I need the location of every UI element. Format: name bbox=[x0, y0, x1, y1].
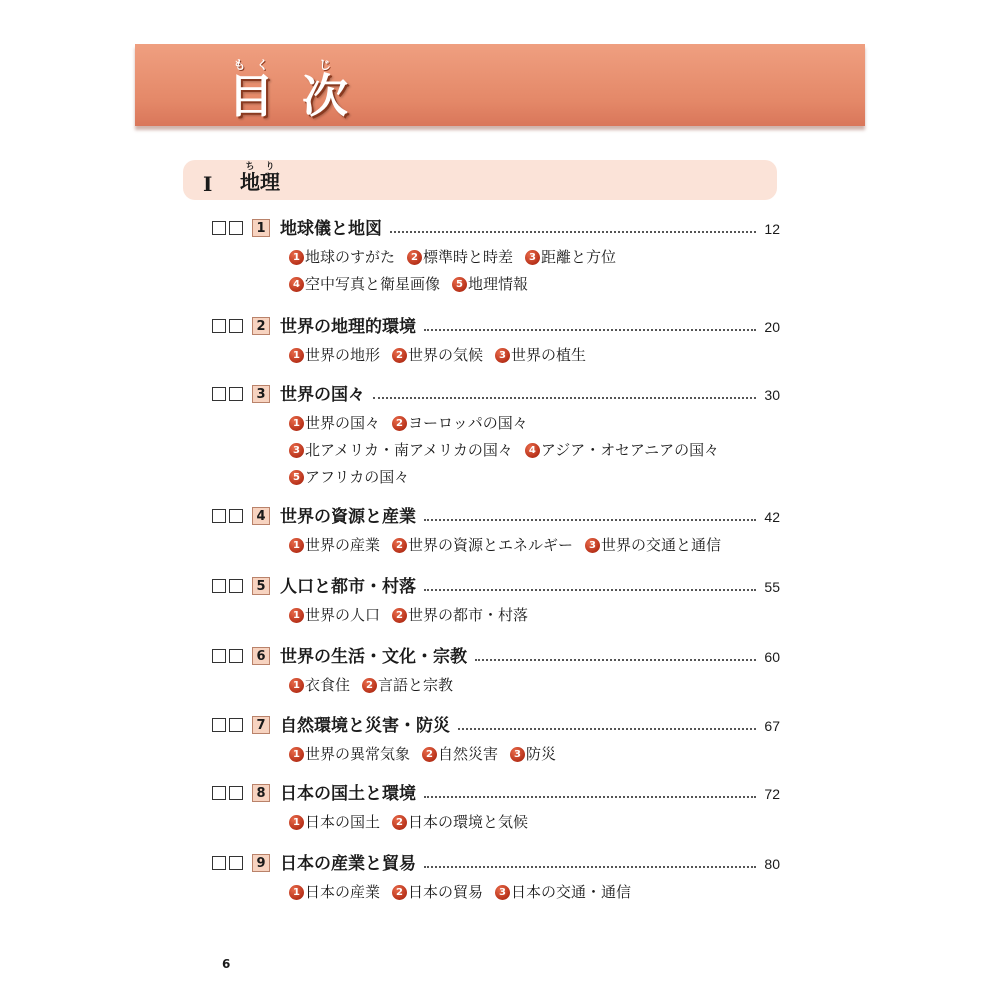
checkbox[interactable] bbox=[212, 579, 226, 593]
chapter-1 bbox=[212, 208, 780, 292]
chapter-5 bbox=[212, 566, 780, 623]
topic-list bbox=[289, 596, 780, 623]
topic-label: 日本の貿易 bbox=[408, 883, 484, 901]
topic-line bbox=[289, 803, 780, 830]
dot-leader bbox=[424, 519, 756, 521]
topic-label: 世界の都市・村落 bbox=[408, 606, 529, 624]
checkbox[interactable] bbox=[212, 387, 226, 401]
chapter-title[interactable]: 人口と都市・村落 bbox=[280, 577, 416, 597]
topic-number-icon: 2 bbox=[392, 416, 407, 431]
topic-item[interactable] bbox=[422, 747, 498, 762]
topic-line bbox=[289, 265, 780, 292]
chapter-page: 60 bbox=[764, 649, 780, 665]
chapter-title[interactable]: 日本の国土と環境 bbox=[280, 784, 416, 804]
topic-number-icon: 4 bbox=[525, 443, 540, 458]
checkbox[interactable] bbox=[229, 509, 243, 523]
topic-number-icon: 1 bbox=[289, 608, 304, 623]
checkbox[interactable] bbox=[212, 319, 226, 333]
chapter-page: 30 bbox=[764, 387, 780, 403]
topic-label: 地理情報 bbox=[468, 275, 529, 293]
topic-item[interactable] bbox=[289, 608, 380, 623]
dot-leader bbox=[475, 659, 756, 661]
topic-label: 世界の気候 bbox=[408, 346, 484, 364]
check-boxes bbox=[212, 579, 243, 593]
topic-number-icon: 3 bbox=[495, 885, 510, 900]
topic-list bbox=[289, 666, 780, 693]
title-char-2: 次じ bbox=[302, 58, 348, 123]
checkbox[interactable] bbox=[229, 718, 243, 732]
check-boxes bbox=[212, 387, 243, 401]
topic-item[interactable] bbox=[525, 250, 616, 265]
chapter-page: 67 bbox=[764, 718, 780, 734]
topic-number-icon: 1 bbox=[289, 416, 304, 431]
topic-label: 距離と方位 bbox=[541, 248, 617, 266]
topic-item[interactable] bbox=[289, 348, 380, 363]
chapter-heading bbox=[212, 208, 780, 238]
chapter-6 bbox=[212, 636, 780, 693]
checkbox[interactable] bbox=[229, 221, 243, 235]
topic-number-icon: 2 bbox=[392, 885, 407, 900]
check-boxes bbox=[212, 786, 243, 800]
topic-item[interactable] bbox=[392, 815, 528, 830]
checkbox[interactable] bbox=[212, 718, 226, 732]
topic-label: 防災 bbox=[526, 745, 557, 763]
topic-label: 世界の交通と通信 bbox=[601, 536, 722, 554]
topic-item[interactable] bbox=[392, 348, 483, 363]
topic-label: 言語と宗教 bbox=[378, 676, 454, 694]
topic-item[interactable] bbox=[289, 538, 380, 553]
topic-label: 地球のすがた bbox=[305, 248, 396, 266]
topic-number-icon: 1 bbox=[289, 885, 304, 900]
chapter-3 bbox=[212, 374, 780, 485]
topic-number-icon: 2 bbox=[362, 678, 377, 693]
topic-label: 衣食住 bbox=[305, 676, 351, 694]
chapter-page: 42 bbox=[764, 509, 780, 525]
check-boxes bbox=[212, 221, 243, 235]
topic-item[interactable] bbox=[289, 678, 350, 693]
topic-label: 標準時と時差 bbox=[423, 248, 514, 266]
chapter-title[interactable]: 地球儀と地図 bbox=[280, 219, 382, 239]
chapter-heading bbox=[212, 636, 780, 666]
topic-label: 世界の異常気象 bbox=[305, 745, 411, 763]
chapter-page: 20 bbox=[764, 319, 780, 335]
chapter-9 bbox=[212, 843, 780, 900]
chapter-heading bbox=[212, 773, 780, 803]
topic-item[interactable] bbox=[289, 250, 395, 265]
topic-number-icon: 3 bbox=[510, 747, 525, 762]
topic-line bbox=[289, 238, 780, 265]
checkbox[interactable] bbox=[212, 649, 226, 663]
topic-number-icon: 3 bbox=[525, 250, 540, 265]
chapter-2 bbox=[212, 306, 780, 363]
chapter-title[interactable]: 世界の資源と産業 bbox=[280, 507, 416, 527]
check-boxes bbox=[212, 319, 243, 333]
topic-list bbox=[289, 873, 780, 900]
topic-label: 北アメリカ・南アメリカの国々 bbox=[305, 441, 513, 459]
topic-list bbox=[289, 336, 780, 363]
topic-line bbox=[289, 735, 780, 762]
topic-number-icon: 2 bbox=[422, 747, 437, 762]
topic-item[interactable] bbox=[407, 250, 513, 265]
chapter-number: 5 bbox=[252, 577, 270, 595]
chapter-title[interactable]: 日本の産業と貿易 bbox=[280, 854, 416, 874]
checkbox[interactable] bbox=[229, 387, 243, 401]
chapter-heading bbox=[212, 374, 780, 404]
chapter-heading bbox=[212, 566, 780, 596]
chapter-heading bbox=[212, 843, 780, 873]
checkbox[interactable] bbox=[212, 856, 226, 870]
topic-item[interactable] bbox=[289, 885, 380, 900]
topic-label: 空中写真と衛星画像 bbox=[305, 275, 441, 293]
topic-label: 世界の国々 bbox=[305, 414, 381, 432]
topic-label: 世界の産業 bbox=[305, 536, 381, 554]
topic-item[interactable] bbox=[289, 470, 409, 485]
chapter-page: 12 bbox=[764, 221, 780, 237]
chapter-page: 55 bbox=[764, 579, 780, 595]
chapter-title[interactable]: 世界の生活・文化・宗教 bbox=[280, 647, 467, 667]
dot-leader bbox=[458, 728, 756, 730]
topic-list bbox=[289, 803, 780, 830]
topic-line bbox=[289, 666, 780, 693]
topic-item[interactable] bbox=[495, 348, 586, 363]
topic-item[interactable] bbox=[289, 815, 380, 830]
topic-label: 日本の国土 bbox=[305, 813, 381, 831]
topic-line bbox=[289, 596, 780, 623]
chapter-heading bbox=[212, 496, 780, 526]
topic-item[interactable] bbox=[362, 678, 453, 693]
chapter-number: 6 bbox=[252, 647, 270, 665]
topic-item[interactable] bbox=[392, 538, 573, 553]
section-number: Ⅰ bbox=[203, 172, 213, 196]
chapter-title[interactable]: 自然環境と災害・防災 bbox=[280, 716, 450, 736]
topic-item[interactable] bbox=[392, 416, 528, 431]
title-char-1: 目もく bbox=[228, 58, 274, 123]
topic-label: ヨーロッパの国々 bbox=[408, 414, 528, 432]
topic-number-icon: 3 bbox=[585, 538, 600, 553]
topic-number-icon: 3 bbox=[289, 443, 304, 458]
check-boxes bbox=[212, 649, 243, 663]
topic-number-icon: 2 bbox=[392, 608, 407, 623]
check-boxes bbox=[212, 509, 243, 523]
topic-number-icon: 2 bbox=[392, 815, 407, 830]
topic-item[interactable] bbox=[289, 443, 513, 458]
checkbox[interactable] bbox=[212, 786, 226, 800]
topic-label: 世界の人口 bbox=[305, 606, 381, 624]
topic-label: 日本の交通・通信 bbox=[511, 883, 632, 901]
topic-item[interactable] bbox=[289, 416, 380, 431]
topic-item[interactable] bbox=[289, 277, 440, 292]
topic-number-icon: 4 bbox=[289, 277, 304, 292]
topic-number-icon: 1 bbox=[289, 250, 304, 265]
topic-label: アフリカの国々 bbox=[305, 468, 410, 486]
chapter-number: 1 bbox=[252, 219, 270, 237]
chapter-4 bbox=[212, 496, 780, 553]
topic-list bbox=[289, 404, 780, 485]
chapter-number: 9 bbox=[252, 854, 270, 872]
chapter-number: 4 bbox=[252, 507, 270, 525]
page-title bbox=[228, 58, 348, 126]
chapter-heading bbox=[212, 705, 780, 735]
topic-label: 世界の植生 bbox=[511, 346, 587, 364]
topic-line bbox=[289, 336, 780, 363]
topic-number-icon: 2 bbox=[407, 250, 422, 265]
topic-number-icon: 1 bbox=[289, 747, 304, 762]
topic-line bbox=[289, 431, 780, 458]
section-title: 地理ちり bbox=[240, 162, 280, 194]
topic-number-icon: 3 bbox=[495, 348, 510, 363]
chapter-number: 8 bbox=[252, 784, 270, 802]
topic-number-icon: 1 bbox=[289, 538, 304, 553]
chapter-number: 3 bbox=[252, 385, 270, 403]
chapter-7 bbox=[212, 705, 780, 762]
topic-line bbox=[289, 404, 780, 431]
chapter-title[interactable]: 世界の地理的環境 bbox=[280, 317, 416, 337]
page-number: 6 bbox=[222, 957, 231, 971]
checkbox[interactable] bbox=[229, 856, 243, 870]
dot-leader bbox=[424, 329, 756, 331]
checkbox[interactable] bbox=[229, 649, 243, 663]
dot-leader bbox=[424, 796, 756, 798]
checkbox[interactable] bbox=[229, 579, 243, 593]
topic-number-icon: 2 bbox=[392, 538, 407, 553]
topic-label: 自然災害 bbox=[438, 745, 499, 763]
checkbox[interactable] bbox=[229, 786, 243, 800]
topic-number-icon: 1 bbox=[289, 348, 304, 363]
checkbox[interactable] bbox=[212, 221, 226, 235]
dot-leader bbox=[424, 589, 756, 591]
dot-leader bbox=[373, 397, 756, 399]
topic-line bbox=[289, 526, 780, 553]
topic-list bbox=[289, 238, 780, 292]
topic-item[interactable] bbox=[392, 608, 528, 623]
chapter-number: 2 bbox=[252, 317, 270, 335]
topic-list bbox=[289, 735, 780, 762]
topic-item[interactable] bbox=[510, 747, 556, 762]
check-boxes bbox=[212, 718, 243, 732]
topic-label: 世界の資源とエネルギー bbox=[408, 536, 574, 554]
topic-line bbox=[289, 458, 780, 485]
topic-label: アジア・オセアニアの国々 bbox=[540, 441, 720, 459]
chapter-page: 80 bbox=[764, 856, 780, 872]
topic-item[interactable] bbox=[452, 277, 528, 292]
dot-leader bbox=[390, 231, 756, 233]
topic-label: 日本の環境と気候 bbox=[408, 813, 529, 831]
topic-item[interactable] bbox=[525, 443, 719, 458]
chapter-heading bbox=[212, 306, 780, 336]
topic-item[interactable] bbox=[495, 885, 631, 900]
chapter-page: 72 bbox=[764, 786, 780, 802]
topic-number-icon: 1 bbox=[289, 678, 304, 693]
topic-item[interactable] bbox=[289, 747, 410, 762]
topic-item[interactable] bbox=[585, 538, 721, 553]
topic-line bbox=[289, 873, 780, 900]
chapter-title[interactable]: 世界の国々 bbox=[280, 385, 365, 405]
topic-label: 世界の地形 bbox=[305, 346, 381, 364]
topic-item[interactable] bbox=[392, 885, 483, 900]
topic-number-icon: 1 bbox=[289, 815, 304, 830]
dot-leader bbox=[424, 866, 756, 868]
chapter-8 bbox=[212, 773, 780, 830]
topic-list bbox=[289, 526, 780, 553]
topic-number-icon: 5 bbox=[289, 470, 304, 485]
topic-number-icon: 2 bbox=[392, 348, 407, 363]
checkbox[interactable] bbox=[229, 319, 243, 333]
check-boxes bbox=[212, 856, 243, 870]
topic-number-icon: 5 bbox=[452, 277, 467, 292]
chapter-number: 7 bbox=[252, 716, 270, 734]
topic-label: 日本の産業 bbox=[305, 883, 381, 901]
checkbox[interactable] bbox=[212, 509, 226, 523]
